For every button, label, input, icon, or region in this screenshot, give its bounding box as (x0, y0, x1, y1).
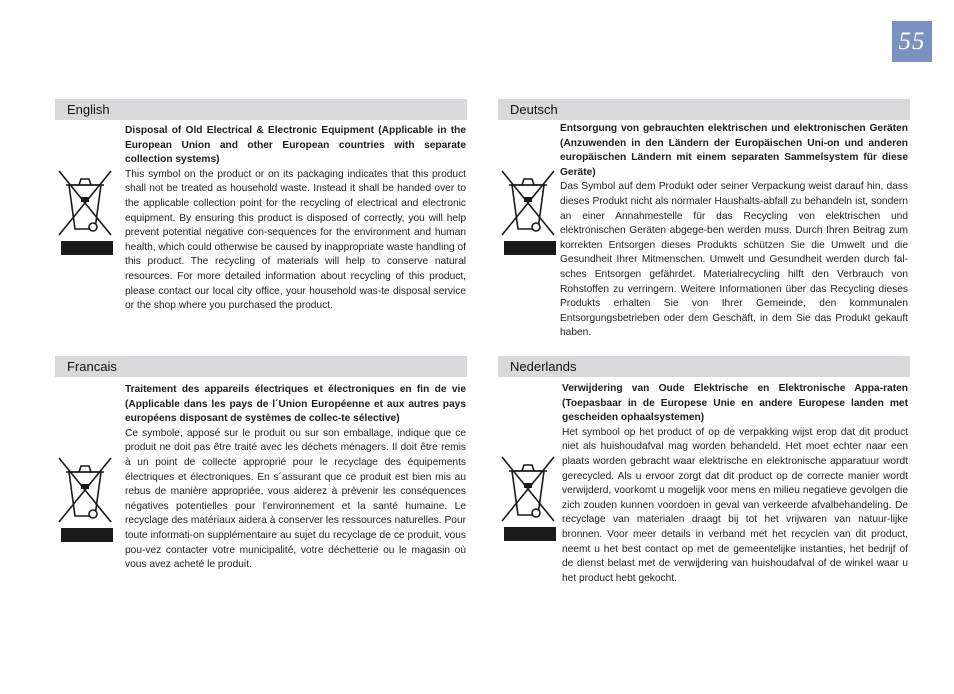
section-body: This symbol on the product or on its packaging indicates that this product shall not be treated as household waste. Instead it shall be handed over to the applicable collection point for the recycling of electrical and electronic equipment. By ensuring this product is disposed of correctly, you will help prevent potential negative con-sequences for the environment and human health, which could otherwise be caused by inappropriate waste handling of this product. The recycling of materials will help to conserve natural resources. For more detailed information about recycling of this product, please contact our local city office, your household was-te disposal service or the shop where you purchased the product. (125, 168, 466, 312)
section-body: Het symbool op het product of op de verpakking wijst erop dat dit product niet als huishoudafval mag worden behandeld. Het moet echter naar een plaats worden gebracht waar elektrische en elektronische apparatuur wordt gerecycled. Als u ervoor zorgt dat dit product op de correcte manier wordt verwijderd, voorkomt u mogelijk voor mens en milieu negatieve gevolgen die zich zouden kunnen voordoen in geval van verkeerde afvalbehandeling. De recyclage van materialen draagt bij tot het vrijwaren van natuur-lijke bronnen. Voor meer details in verband met het recyclen van dit product, neemt u het best contact op met de gemeentelijke instanties, het bedrijf of de dienst belast met de verwijdering van huishoudafval of de winkel waar u het product hebt gekocht. (562, 426, 908, 584)
weee-bar (504, 527, 556, 541)
section-francais (55, 356, 467, 571)
section-heading: Traitement des appareils électriques et électroniques en fin de vie (Applicable dans les pays de l´Union Européenne et aux autres pays européens disposant de systèmes de collec-te sélective) (125, 384, 466, 425)
weee-bar (61, 241, 113, 255)
weee-bar (504, 241, 556, 255)
section-heading: Disposal of Old Electrical & Electronic Equipment (Applicable in the European Union and other European countries with separate collection systems) (125, 125, 466, 166)
section-heading: Verwijdering van Oude Elektrische en Elektronische Appa-raten (Toepasbaar in de Europese Unie en andere Europese landen met gescheiden ophaalsystemen) (562, 383, 908, 424)
section-english (55, 99, 467, 312)
section-header: Francais (55, 356, 467, 377)
section-header: English (55, 99, 467, 120)
section-body: Ce symbole, apposé sur le produit ou sur son emballage, indique que ce produit ne doit pas être traité avec les déchets ménagers. Il doit être remis à un point de collecte approprié pour le recyclage des équipements électriques et électroniques. En s´assurant que ce produit est bien mis au rebus de manière appropriée, vous aiderez à prévenir les conséquences négatives potentielles pour l'environnement et la santé humaine. Le recyclage des matériaux aidera à conserver les ressources naturelles. Pour toute informati-on supplémentaire au sujet du recyclage de ce produit, vous pou-vez contacter votre municipalité, votre déchetterie ou le magasin où vous avez acheté le produit. (125, 427, 466, 571)
section-deutsch (498, 99, 910, 339)
section-heading: Entsorgung von gebrauchten elektrischen und elektronischen Geräten (Anzuwenden in den Ländern der Europäischen Uni-on und anderen europäischen Ländern mit einem separaten Sammelsystem für diese Geräte) (560, 123, 908, 178)
section-header: Nederlands (498, 356, 910, 377)
section-nederlands (498, 356, 910, 584)
weee-bar (61, 528, 113, 542)
weee-crossed-bin-icon (55, 454, 115, 550)
page-number: 55 (892, 21, 932, 62)
weee-crossed-bin-icon (498, 453, 558, 549)
section-body: Das Symbol auf dem Produkt oder seiner Verpackung weist darauf hin, dass dieses Produkt nicht als normaler Haushalts-abfall zu behandeln ist, sondern an einer Annahmestelle für das Recycling von elektrischen und elektronischen Geräten abgege-ben werden muss. Durch Ihren Beitrag zum korrekten Entsorgen dieses Produkts schützen Sie die Umwelt und die Gesundheit Ihrer Mitmenschen. Umwelt und Gesundheit werden durch fal-sches Entsorgen gefährdet. Materialrecycling hilft den Verbrauch von Rohstoffen zu verringern. Weitere Informationen über das Recycling dieses Produkts erhalten Sie von Ihrer Gemeinde, den kommunalen Entsorgungsbetrieben oder dem Geschäft, in dem Sie das Produkt gekauft haben. (560, 181, 908, 339)
section-header: Deutsch (498, 99, 910, 120)
weee-crossed-bin-icon (498, 167, 558, 263)
weee-crossed-bin-icon (55, 167, 115, 263)
